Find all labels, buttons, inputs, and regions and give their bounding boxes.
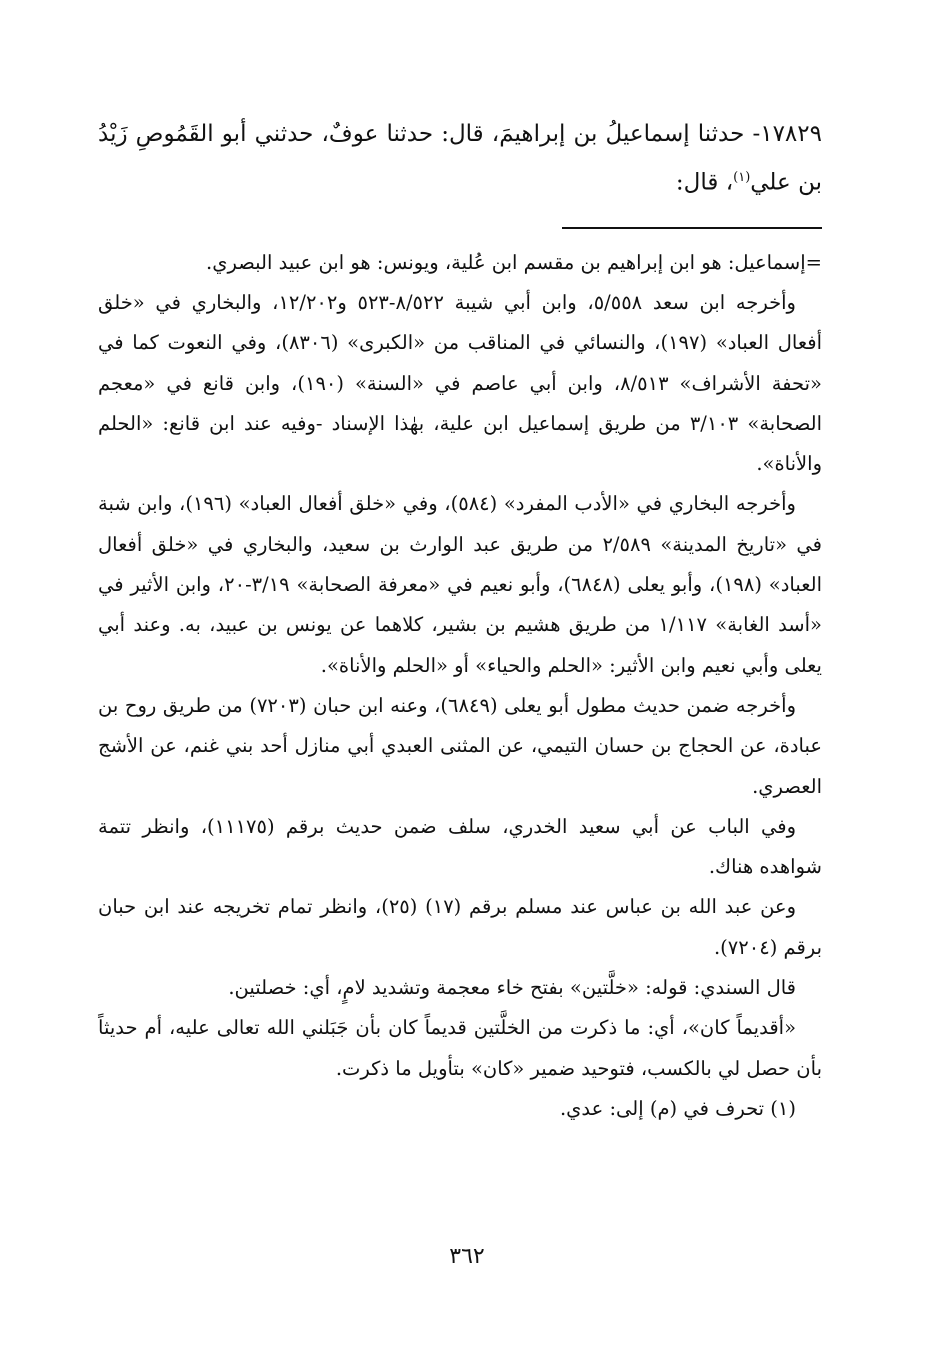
- note-paragraph: وفي الباب عن أبي سعيد الخدري، سلف ضمن حديث برقم (١١١٧٥)، وانظر تتمة شواهده هناك.: [98, 814, 822, 879]
- note-paragraph: =إسماعيل: هو ابن إبراهيم بن مقسم ابن عُلية، ويونس: هو ابن عبيد البصري.: [206, 250, 822, 274]
- note-paragraph: وعن عبد الله بن عباس عند مسلم برقم (١٧) (٢٥)، وانظر تمام تخريجه عند ابن حبان برقم (٧٢٠٤).: [98, 895, 822, 959]
- footnote: (١) تحرف في (م) إلى: عدي.: [559, 1096, 796, 1120]
- hadith-text: [98, 112, 822, 205]
- footnote-marker: (١): [733, 170, 751, 185]
- note-paragraph: قال السندي: قوله: «خلَّتين» بفتح خاء معجمة وتشديد لامٍ، أي: خصلتين.: [228, 976, 796, 999]
- note-paragraph: وأخرجه ابن سعد ٥/٥٥٨، وابن أبي شيبة ٨/٥٢٢-٥٢٣ و١٢/٢٠٢، والبخاري في «خلق أفعال العباد» (١٩٧)، والنسائي في المناقب من «الكبرى» (٨٣٠٦)، وفي النعوت كما في «تحفة الأشراف» ٨/٥١٣، وابن أبي عاصم في «السنة» (١٩٠)، وابن قانع في «معجم الصحابة» ٣/١٠٣ من طريق إسماعيل ابن علية، بهٰذا الإسناد -وفيه عند ابن قانع: «الحلم والأناة».: [98, 290, 823, 476]
- hadith-text-part2: ، قال:: [675, 169, 734, 196]
- hadith-text-part1: - حدثنا إسماعيلُ بن إبراهيمَ، قال: حدثنا عوفٌ، حدثني أبو القَمُوصِ زَيْدُ بن علي: [98, 121, 822, 196]
- page-body: [98, 112, 822, 1129]
- note-paragraph: وأخرجه البخاري في «الأدب المفرد» (٥٨٤)، وفي «خلق أفعال العباد» (١٩٦)، وابن شبة في «تاريخ المدينة» ٢/٥٨٩ من طريق عبد الوارث بن سعيد، والبخاري في «خلق أفعال العباد» (١٩٨)، وأبو يعلى (٦٨٤٨)، وأبو نعيم في «معرفة الصحابة» ٣/١٩-٢٠، وابن الأثير في «أسد الغابة» ١/١١٧ من طريق هشيم بن بشير، كلاهما عن يونس بن عبيد، به. وعند أبي يعلى وأبي نعيم وابن الأثير: «الحلم والحياء» أو «الحلم والأناة».: [98, 492, 823, 677]
- note-paragraph: وأخرجه ضمن حديث مطول أبو يعلى (٦٨٤٩)، وعنه ابن حبان (٧٢٠٣) من طريق روح بن عبادة، عن الحجاج بن حسان التيمي، عن المثنى العبدي أبي منازل أحد بني غنم، عن الأشج العصري.: [98, 693, 822, 798]
- commentary-notes: [98, 243, 822, 1089]
- note-paragraph: «أقديماً كان»، أي: ما ذكرت من الخلَّتين قديماً كان بأن جَبَلني الله تعالى عليه، أم حديثاً بأن حصل لي بالكسب، فتوحيد ضمير «كان» بتأويل ما ذكرت.: [98, 1016, 822, 1080]
- footnote-divider: [562, 227, 822, 229]
- hadith-number: ١٧٨٢٩: [760, 121, 822, 147]
- page-number: ٣٦٢: [449, 1244, 485, 1269]
